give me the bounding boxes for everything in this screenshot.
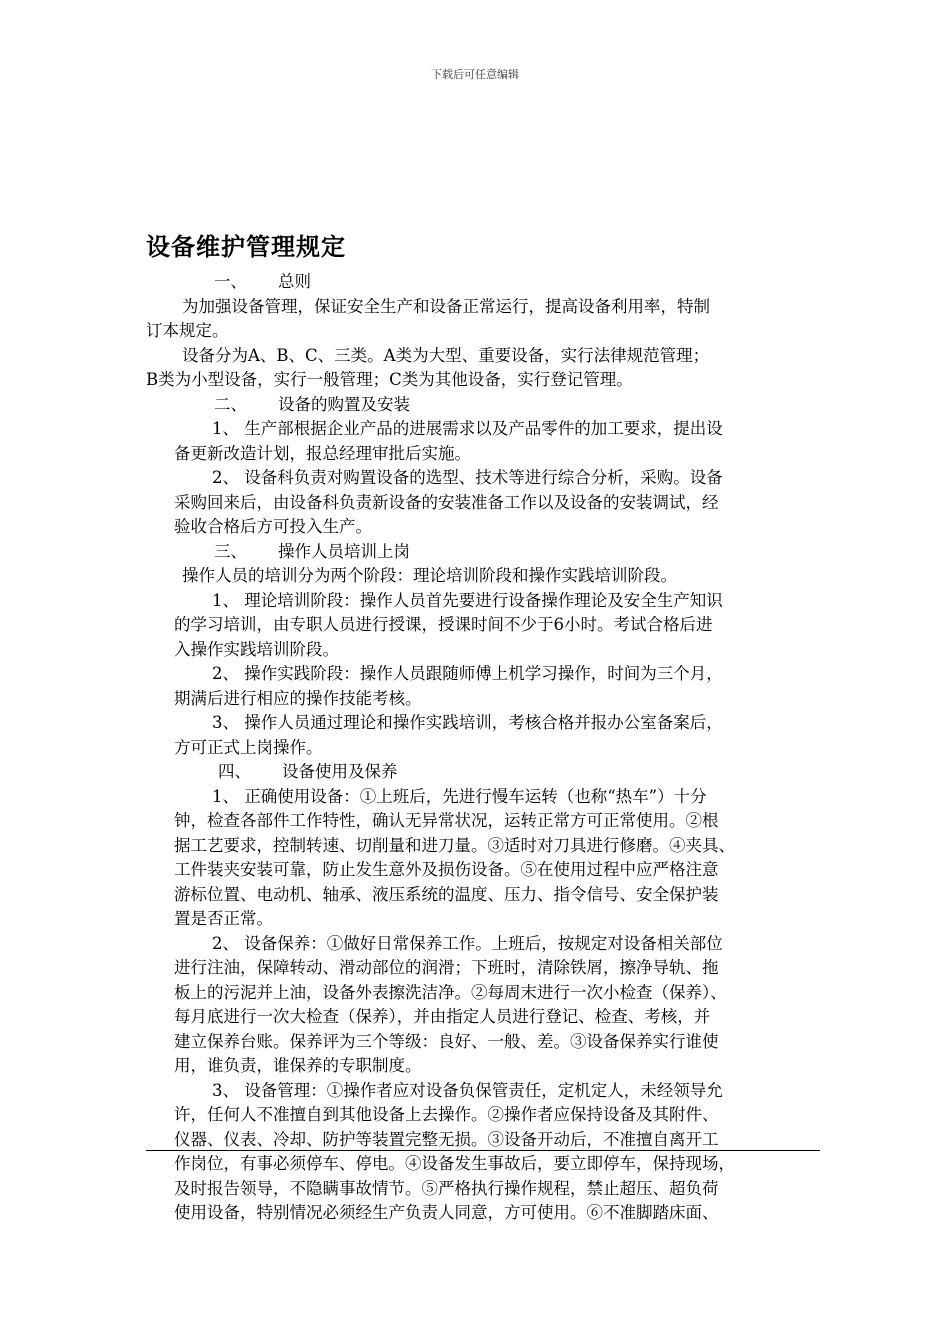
- paragraph-line: 备更新改造计划，报总经理审批后实施。: [174, 443, 471, 463]
- paragraph-line: 设备分为A、B、C、三类。A类为大型、重要设备，实行法律规范管理；: [182, 345, 710, 365]
- paragraph-line: B类为小型设备，实行一般管理；C类为其他设备，实行登记管理。: [146, 370, 633, 389]
- paragraph-line: 建立保养台账。保养评为三个等级：良好、一般、差。③设备保养实行谁使: [174, 1031, 719, 1051]
- section-number: 四、: [218, 762, 251, 781]
- paragraph-line: 工件装夹安装可靠，防止发生意外及损伤设备。⑤在使用过程中应严格注意: [174, 860, 719, 879]
- paragraph-line: 验收合格后方可投入生产。: [174, 517, 372, 536]
- section-heading-1: [214, 270, 311, 295]
- section-title: 总则: [278, 272, 311, 291]
- paragraph-line: 1、 正确使用设备：①上班后，先进行慢车运转（也称“热车”）十分: [212, 786, 707, 806]
- paragraph-line: 据工艺要求，控制转速、切削量和进刀量。③适时对刀具进行修磨。④夹具、: [174, 835, 735, 855]
- paragraph-line: 采购回来后，由设备科负责新设备的安装准备工作以及设备的安装调试，经: [174, 492, 719, 512]
- section-title: 设备使用及保养: [282, 762, 398, 781]
- paragraph-line: 游标位置、电动机、轴承、液压系统的温度、压力、指令信号、安全保护装: [174, 884, 719, 904]
- paragraph-line: 用，谁负责，谁保养的专职制度。: [174, 1056, 422, 1075]
- paragraph-line: 1、 理论培训阶段：操作人员首先要进行设备操作理论及安全生产知识: [212, 590, 723, 610]
- paragraph-line: 方可正式上岗操作。: [174, 737, 323, 757]
- footer-rule: [146, 1150, 820, 1151]
- paragraph-line: 许，任何人不准擅自到其他设备上去操作。②操作者应保持设备及其附件、: [174, 1105, 719, 1124]
- section-heading-4: [218, 760, 398, 785]
- section-heading-3: [214, 540, 410, 565]
- paragraph-line: 3、 操作人员通过理论和操作实践培训，考核合格并报办公室备案后，: [212, 713, 723, 732]
- paragraph-line: 订本规定。: [146, 321, 229, 340]
- header-note: 下载后可任意编辑: [431, 68, 519, 81]
- section-number: 一、: [214, 272, 247, 291]
- paragraph-line: 为加强设备管理，保证安全生产和设备正常运行，提高设备利用率，特制: [182, 296, 710, 316]
- paragraph-line: 仪器、仪表、冷却、防护等装置完整无损。③设备开动后，不准擅自离开工: [174, 1129, 719, 1149]
- section-title: 设备的购置及安装: [278, 394, 410, 414]
- paragraph-line: 每月底进行一次大检查（保养），并由指定人员进行登记、检查、考核，并: [174, 1007, 711, 1026]
- paragraph-line: 作岗位，有事必须停车、停电。④设备发生事故后，要立即停车，保持现场，: [174, 1154, 735, 1173]
- paragraph-line: 2、 操作实践阶段：操作人员跟随师傅上机学习操作，时间为三个月，: [212, 664, 723, 683]
- section-number: 二、: [214, 394, 247, 414]
- paragraph-line: 板上的污泥并上油，设备外表擦洗洁净。②每周末进行一次小检查（保养）、: [174, 982, 727, 1002]
- paragraph-line: 3、 设备管理：①操作者应对设备负保管责任，定机定人，未经领导允: [212, 1080, 723, 1100]
- paragraph-line: 进行注油，保障转动、滑动部位的润滑；下班时，清除铁屑，擦净导轨、拖: [174, 958, 719, 977]
- page-title: 设备维护管理规定: [146, 233, 346, 261]
- section-title: 操作人员培训上岗: [278, 541, 410, 561]
- paragraph-line: 钟，检查各部件工作特性，确认无异常状况，运转正常方可正常使用。②根: [174, 811, 719, 830]
- paragraph-line: 1、 生产部根据企业产品的进展需求以及产品零件的加工要求，提出设: [212, 419, 723, 438]
- paragraph-line: 2、 设备保养：①做好日常保养工作。上班后，按规定对设备相关部位: [212, 933, 723, 953]
- paragraph-line: 的学习培训，由专职人员进行授课，授课时间不少于6小时。考试合格后进: [174, 615, 713, 634]
- section-heading-2: [214, 393, 410, 418]
- paragraph-line: 入操作实践培训阶段。: [174, 639, 339, 659]
- paragraph-line: 及时报告领导，不隐瞒事故情节。⑤严格执行操作规程，禁止超压、超负荷: [174, 1178, 719, 1198]
- section-number: 三、: [214, 541, 247, 561]
- paragraph-line: 置是否正常。: [174, 909, 273, 928]
- paragraph-line: 2、 设备科负责对购置设备的选型、技术等进行综合分析，采购。设备: [212, 468, 723, 487]
- paragraph-line: 使用设备，特别情况必须经生产负责人同意，方可使用。⑥不准脚踏床面、: [174, 1203, 719, 1222]
- paragraph-line: 操作人员的培训分为两个阶段：理论培训阶段和操作实践培训阶段。: [182, 566, 677, 585]
- paragraph-line: 期满后进行相应的操作技能考核。: [174, 688, 422, 708]
